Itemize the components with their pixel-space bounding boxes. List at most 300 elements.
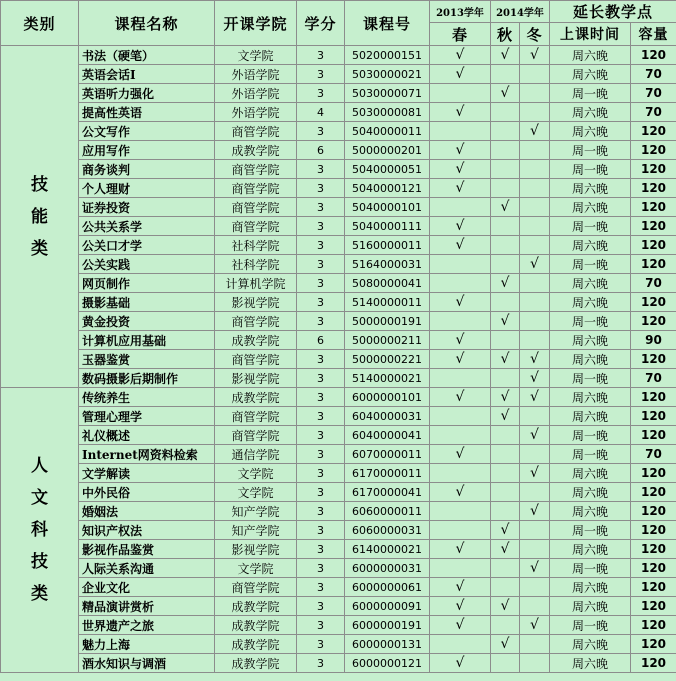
- class-time: 周一晚: [550, 445, 631, 464]
- credit-value: 3: [297, 236, 345, 255]
- credit-value: 3: [297, 350, 345, 369]
- credit-value: 3: [297, 160, 345, 179]
- winter-check-mark: [520, 65, 550, 84]
- winter-check-mark: √: [520, 388, 550, 407]
- class-time: 周一晚: [550, 141, 631, 160]
- table-row: [1, 122, 676, 141]
- winter-check-mark: [520, 236, 550, 255]
- winter-check-mark: [520, 103, 550, 122]
- college-name: 商管学院: [215, 217, 297, 236]
- capacity-value: 120: [631, 597, 676, 616]
- course-number: 5164000031: [345, 255, 430, 274]
- course-number: 5040000011: [345, 122, 430, 141]
- class-time: 周六晚: [550, 464, 631, 483]
- class-time: 周一晚: [550, 426, 631, 445]
- college-name: 成教学院: [215, 616, 297, 635]
- course-name: 公关实践: [79, 255, 215, 274]
- college-name: 商管学院: [215, 179, 297, 198]
- college-name: 成教学院: [215, 331, 297, 350]
- class-time: 周一晚: [550, 616, 631, 635]
- autumn-check-mark: √: [491, 312, 520, 331]
- table-row: [1, 293, 676, 312]
- credit-value: 3: [297, 84, 345, 103]
- class-time: 周一晚: [550, 84, 631, 103]
- college-name: 外语学院: [215, 65, 297, 84]
- class-time: 周六晚: [550, 293, 631, 312]
- college-name: 成教学院: [215, 141, 297, 160]
- course-name: 书法（硬笔）: [79, 46, 215, 65]
- credit-value: 3: [297, 483, 345, 502]
- course-number: 6070000011: [345, 445, 430, 464]
- capacity-value: 120: [631, 160, 676, 179]
- table-row: [1, 445, 676, 464]
- college-name: 影视学院: [215, 540, 297, 559]
- college-name: 知产学院: [215, 502, 297, 521]
- course-number: 6000000121: [345, 654, 430, 673]
- spring-check-mark: [430, 122, 491, 141]
- college-name: 成教学院: [215, 635, 297, 654]
- course-number: 6140000021: [345, 540, 430, 559]
- winter-check-mark: [520, 407, 550, 426]
- class-time: 周一晚: [550, 312, 631, 331]
- autumn-check-mark: √: [491, 198, 520, 217]
- course-number: 6000000191: [345, 616, 430, 635]
- capacity-value: 120: [631, 616, 676, 635]
- credit-value: 3: [297, 255, 345, 274]
- capacity-value: 120: [631, 483, 676, 502]
- capacity-value: 120: [631, 540, 676, 559]
- winter-check-mark: √: [520, 559, 550, 578]
- course-number: 6060000011: [345, 502, 430, 521]
- spring-check-mark: [430, 407, 491, 426]
- class-time: 周一晚: [550, 255, 631, 274]
- table-row: [1, 597, 676, 616]
- college-name: 商管学院: [215, 407, 297, 426]
- class-time: 周六晚: [550, 331, 631, 350]
- spring-check-mark: [430, 274, 491, 293]
- class-time: 周六晚: [550, 274, 631, 293]
- autumn-check-mark: [491, 122, 520, 141]
- autumn-check-mark: [491, 255, 520, 274]
- winter-check-mark: [520, 445, 550, 464]
- credit-value: 3: [297, 654, 345, 673]
- winter-check-mark: √: [520, 369, 550, 388]
- course-name: 个人理财: [79, 179, 215, 198]
- course-name: 传统养生: [79, 388, 215, 407]
- autumn-check-mark: [491, 179, 520, 198]
- capacity-value: 120: [631, 407, 676, 426]
- winter-check-mark: [520, 521, 550, 540]
- credit-value: 3: [297, 293, 345, 312]
- course-name: 英语会话Ⅰ: [79, 65, 215, 84]
- spring-check-mark: √: [430, 331, 491, 350]
- credit-value: 3: [297, 46, 345, 65]
- table-row: [1, 407, 676, 426]
- spring-check-mark: √: [430, 445, 491, 464]
- credit-value: 3: [297, 65, 345, 84]
- table-row: [1, 103, 676, 122]
- credit-value: 3: [297, 274, 345, 293]
- autumn-check-mark: [491, 654, 520, 673]
- autumn-check-mark: [491, 331, 520, 350]
- capacity-value: 120: [631, 198, 676, 217]
- credit-value: 3: [297, 122, 345, 141]
- class-time: 周一晚: [550, 217, 631, 236]
- spring-check-mark: [430, 635, 491, 654]
- college-name: 商管学院: [215, 578, 297, 597]
- class-time: 周六晚: [550, 179, 631, 198]
- course-number: 5000000211: [345, 331, 430, 350]
- college-name: 成教学院: [215, 388, 297, 407]
- winter-check-mark: [520, 84, 550, 103]
- header-year-2013: 2013学年: [430, 1, 491, 23]
- credit-value: 3: [297, 388, 345, 407]
- college-name: 外语学院: [215, 84, 297, 103]
- winter-check-mark: [520, 274, 550, 293]
- course-name: 公共关系学: [79, 217, 215, 236]
- course-name: 公文写作: [79, 122, 215, 141]
- course-name: 数码摄影后期制作: [79, 369, 215, 388]
- header-category: 类别: [1, 1, 79, 46]
- winter-check-mark: [520, 141, 550, 160]
- course-name: 人际关系沟通: [79, 559, 215, 578]
- autumn-check-mark: [491, 483, 520, 502]
- autumn-check-mark: [491, 559, 520, 578]
- college-name: 商管学院: [215, 122, 297, 141]
- table-row: [1, 578, 676, 597]
- table-row: [1, 46, 676, 65]
- college-name: 影视学院: [215, 293, 297, 312]
- autumn-check-mark: [491, 160, 520, 179]
- autumn-check-mark: [491, 616, 520, 635]
- spring-check-mark: √: [430, 578, 491, 597]
- table-body: [1, 46, 676, 673]
- credit-value: 3: [297, 635, 345, 654]
- table-row: [1, 198, 676, 217]
- college-name: 通信学院: [215, 445, 297, 464]
- winter-check-mark: √: [520, 426, 550, 445]
- header-class-time: 上课时间: [550, 23, 631, 46]
- capacity-value: 70: [631, 84, 676, 103]
- capacity-value: 90: [631, 331, 676, 350]
- class-time: 周六晚: [550, 483, 631, 502]
- table-row: [1, 312, 676, 331]
- course-name: 证券投资: [79, 198, 215, 217]
- course-name: 公关口才学: [79, 236, 215, 255]
- spring-check-mark: √: [430, 483, 491, 502]
- spring-check-mark: [430, 84, 491, 103]
- winter-check-mark: √: [520, 350, 550, 369]
- spring-check-mark: √: [430, 540, 491, 559]
- credit-value: 6: [297, 331, 345, 350]
- college-name: 社科学院: [215, 255, 297, 274]
- course-number: 5000000221: [345, 350, 430, 369]
- credit-value: 3: [297, 407, 345, 426]
- autumn-check-mark: [491, 369, 520, 388]
- capacity-value: 120: [631, 521, 676, 540]
- spring-check-mark: [430, 312, 491, 331]
- header-credit: 学分: [297, 1, 345, 46]
- capacity-value: 70: [631, 103, 676, 122]
- course-name: 酒水知识与调酒: [79, 654, 215, 673]
- course-number: 5040000101: [345, 198, 430, 217]
- autumn-check-mark: √: [491, 274, 520, 293]
- winter-check-mark: √: [520, 122, 550, 141]
- winter-check-mark: [520, 217, 550, 236]
- class-time: 周六晚: [550, 103, 631, 122]
- course-number: 6170000041: [345, 483, 430, 502]
- autumn-check-mark: √: [491, 540, 520, 559]
- winter-check-mark: √: [520, 464, 550, 483]
- autumn-check-mark: [491, 141, 520, 160]
- course-name: 精品演讲赏析: [79, 597, 215, 616]
- course-number: 6000000131: [345, 635, 430, 654]
- autumn-check-mark: [491, 217, 520, 236]
- course-number: 5040000121: [345, 179, 430, 198]
- course-number: 6000000101: [345, 388, 430, 407]
- course-name: 礼仪概述: [79, 426, 215, 445]
- header-winter: 冬: [520, 23, 550, 46]
- category-label: 人文科技类: [1, 388, 79, 673]
- course-name: 管理心理学: [79, 407, 215, 426]
- autumn-check-mark: [491, 65, 520, 84]
- spring-check-mark: √: [430, 46, 491, 65]
- capacity-value: 120: [631, 255, 676, 274]
- credit-value: 3: [297, 312, 345, 331]
- winter-check-mark: [520, 198, 550, 217]
- class-time: 周六晚: [550, 350, 631, 369]
- table-row: [1, 388, 676, 407]
- spring-check-mark: [430, 464, 491, 483]
- table-row: [1, 160, 676, 179]
- autumn-check-mark: √: [491, 46, 520, 65]
- autumn-check-mark: [491, 293, 520, 312]
- autumn-check-mark: √: [491, 597, 520, 616]
- class-time: 周一晚: [550, 160, 631, 179]
- capacity-value: 120: [631, 122, 676, 141]
- course-name: 计算机应用基础: [79, 331, 215, 350]
- spring-check-mark: [430, 502, 491, 521]
- course-number: 6040000031: [345, 407, 430, 426]
- college-name: 成教学院: [215, 597, 297, 616]
- capacity-value: 120: [631, 559, 676, 578]
- table-row: [1, 464, 676, 483]
- class-time: 周六晚: [550, 654, 631, 673]
- credit-value: 3: [297, 369, 345, 388]
- course-name: 黄金投资: [79, 312, 215, 331]
- table-row: [1, 65, 676, 84]
- winter-check-mark: [520, 597, 550, 616]
- spring-check-mark: √: [430, 293, 491, 312]
- table-row: [1, 331, 676, 350]
- header-college: 开课学院: [215, 1, 297, 46]
- capacity-value: 120: [631, 464, 676, 483]
- college-name: 知产学院: [215, 521, 297, 540]
- winter-check-mark: [520, 483, 550, 502]
- table-row: [1, 559, 676, 578]
- course-number: 5140000011: [345, 293, 430, 312]
- spring-check-mark: √: [430, 350, 491, 369]
- spring-check-mark: √: [430, 597, 491, 616]
- class-time: 周六晚: [550, 122, 631, 141]
- course-name: 魅力上海: [79, 635, 215, 654]
- capacity-value: 120: [631, 217, 676, 236]
- course-name: 提高性英语: [79, 103, 215, 122]
- credit-value: 6: [297, 141, 345, 160]
- course-name: 世界遗产之旅: [79, 616, 215, 635]
- spring-check-mark: √: [430, 65, 491, 84]
- class-time: 周六晚: [550, 635, 631, 654]
- winter-check-mark: [520, 312, 550, 331]
- course-number: 5000000191: [345, 312, 430, 331]
- header-year-2014: 2014学年: [491, 1, 550, 23]
- spring-check-mark: [430, 198, 491, 217]
- credit-value: 3: [297, 179, 345, 198]
- course-number: 6060000031: [345, 521, 430, 540]
- header-autumn: 秋: [491, 23, 520, 46]
- class-time: 周一晚: [550, 559, 631, 578]
- credit-value: 3: [297, 464, 345, 483]
- class-time: 周六晚: [550, 46, 631, 65]
- course-number: 5080000041: [345, 274, 430, 293]
- course-name: Internet网资料检索: [79, 445, 215, 464]
- course-number: 5030000021: [345, 65, 430, 84]
- winter-check-mark: [520, 540, 550, 559]
- credit-value: 3: [297, 502, 345, 521]
- autumn-check-mark: √: [491, 388, 520, 407]
- spring-check-mark: √: [430, 103, 491, 122]
- capacity-value: 120: [631, 141, 676, 160]
- capacity-value: 120: [631, 179, 676, 198]
- table-row: [1, 141, 676, 160]
- course-number: 6000000091: [345, 597, 430, 616]
- class-time: 周六晚: [550, 198, 631, 217]
- credit-value: 3: [297, 198, 345, 217]
- credit-value: 3: [297, 578, 345, 597]
- course-name: 中外民俗: [79, 483, 215, 502]
- autumn-check-mark: [491, 426, 520, 445]
- course-number: 5140000021: [345, 369, 430, 388]
- class-time: 周六晚: [550, 502, 631, 521]
- spring-check-mark: √: [430, 616, 491, 635]
- course-name: 企业文化: [79, 578, 215, 597]
- autumn-check-mark: √: [491, 521, 520, 540]
- capacity-value: 120: [631, 46, 676, 65]
- course-name: 摄影基础: [79, 293, 215, 312]
- winter-check-mark: [520, 331, 550, 350]
- spring-check-mark: √: [430, 236, 491, 255]
- spring-check-mark: [430, 521, 491, 540]
- table-row: [1, 654, 676, 673]
- college-name: 计算机学院: [215, 274, 297, 293]
- table-row: [1, 369, 676, 388]
- class-time: 周六晚: [550, 388, 631, 407]
- college-name: 文学院: [215, 483, 297, 502]
- capacity-value: 120: [631, 578, 676, 597]
- college-name: 文学院: [215, 559, 297, 578]
- table-row: [1, 179, 676, 198]
- college-name: 商管学院: [215, 312, 297, 331]
- spring-check-mark: √: [430, 141, 491, 160]
- header-extended: 延长教学点: [550, 1, 676, 23]
- class-time: 周六晚: [550, 540, 631, 559]
- class-time: 周六晚: [550, 597, 631, 616]
- course-number: 5030000081: [345, 103, 430, 122]
- capacity-value: 120: [631, 236, 676, 255]
- course-number: 6000000031: [345, 559, 430, 578]
- class-time: 周六晚: [550, 65, 631, 84]
- table-row: [1, 483, 676, 502]
- course-name: 商务谈判: [79, 160, 215, 179]
- course-number: 6040000041: [345, 426, 430, 445]
- autumn-check-mark: √: [491, 84, 520, 103]
- course-name: 英语听力强化: [79, 84, 215, 103]
- credit-value: 3: [297, 217, 345, 236]
- winter-check-mark: [520, 578, 550, 597]
- table-row: [1, 502, 676, 521]
- college-name: 外语学院: [215, 103, 297, 122]
- table-row: [1, 350, 676, 369]
- table-row: [1, 217, 676, 236]
- table-row: [1, 635, 676, 654]
- capacity-value: 120: [631, 312, 676, 331]
- capacity-value: 120: [631, 654, 676, 673]
- table-row: [1, 426, 676, 445]
- winter-check-mark: √: [520, 46, 550, 65]
- winter-check-mark: √: [520, 616, 550, 635]
- course-name: 知识产权法: [79, 521, 215, 540]
- autumn-check-mark: [491, 578, 520, 597]
- credit-value: 4: [297, 103, 345, 122]
- course-name: 文学解读: [79, 464, 215, 483]
- class-time: 周六晚: [550, 407, 631, 426]
- credit-value: 3: [297, 426, 345, 445]
- spring-check-mark: √: [430, 160, 491, 179]
- capacity-value: 120: [631, 426, 676, 445]
- autumn-check-mark: [491, 445, 520, 464]
- class-time: 周一晚: [550, 369, 631, 388]
- course-number: 5020000151: [345, 46, 430, 65]
- winter-check-mark: [520, 635, 550, 654]
- spring-check-mark: √: [430, 179, 491, 198]
- course-name: 婚姻法: [79, 502, 215, 521]
- course-number: 6000000061: [345, 578, 430, 597]
- capacity-value: 70: [631, 445, 676, 464]
- spring-check-mark: √: [430, 654, 491, 673]
- credit-value: 3: [297, 540, 345, 559]
- college-name: 成教学院: [215, 654, 297, 673]
- class-time: 周六晚: [550, 236, 631, 255]
- table-row: [1, 84, 676, 103]
- autumn-check-mark: [491, 236, 520, 255]
- course-name: 应用写作: [79, 141, 215, 160]
- credit-value: 3: [297, 445, 345, 464]
- spring-check-mark: √: [430, 388, 491, 407]
- course-number: 6170000011: [345, 464, 430, 483]
- course-name: 影视作品鉴赏: [79, 540, 215, 559]
- college-name: 文学院: [215, 46, 297, 65]
- autumn-check-mark: [491, 103, 520, 122]
- course-number: 5040000111: [345, 217, 430, 236]
- credit-value: 3: [297, 521, 345, 540]
- header-course-no: 课程号: [345, 1, 430, 46]
- college-name: 商管学院: [215, 198, 297, 217]
- spring-check-mark: [430, 255, 491, 274]
- table-row: [1, 236, 676, 255]
- course-number: 5030000071: [345, 84, 430, 103]
- credit-value: 3: [297, 559, 345, 578]
- college-name: 商管学院: [215, 160, 297, 179]
